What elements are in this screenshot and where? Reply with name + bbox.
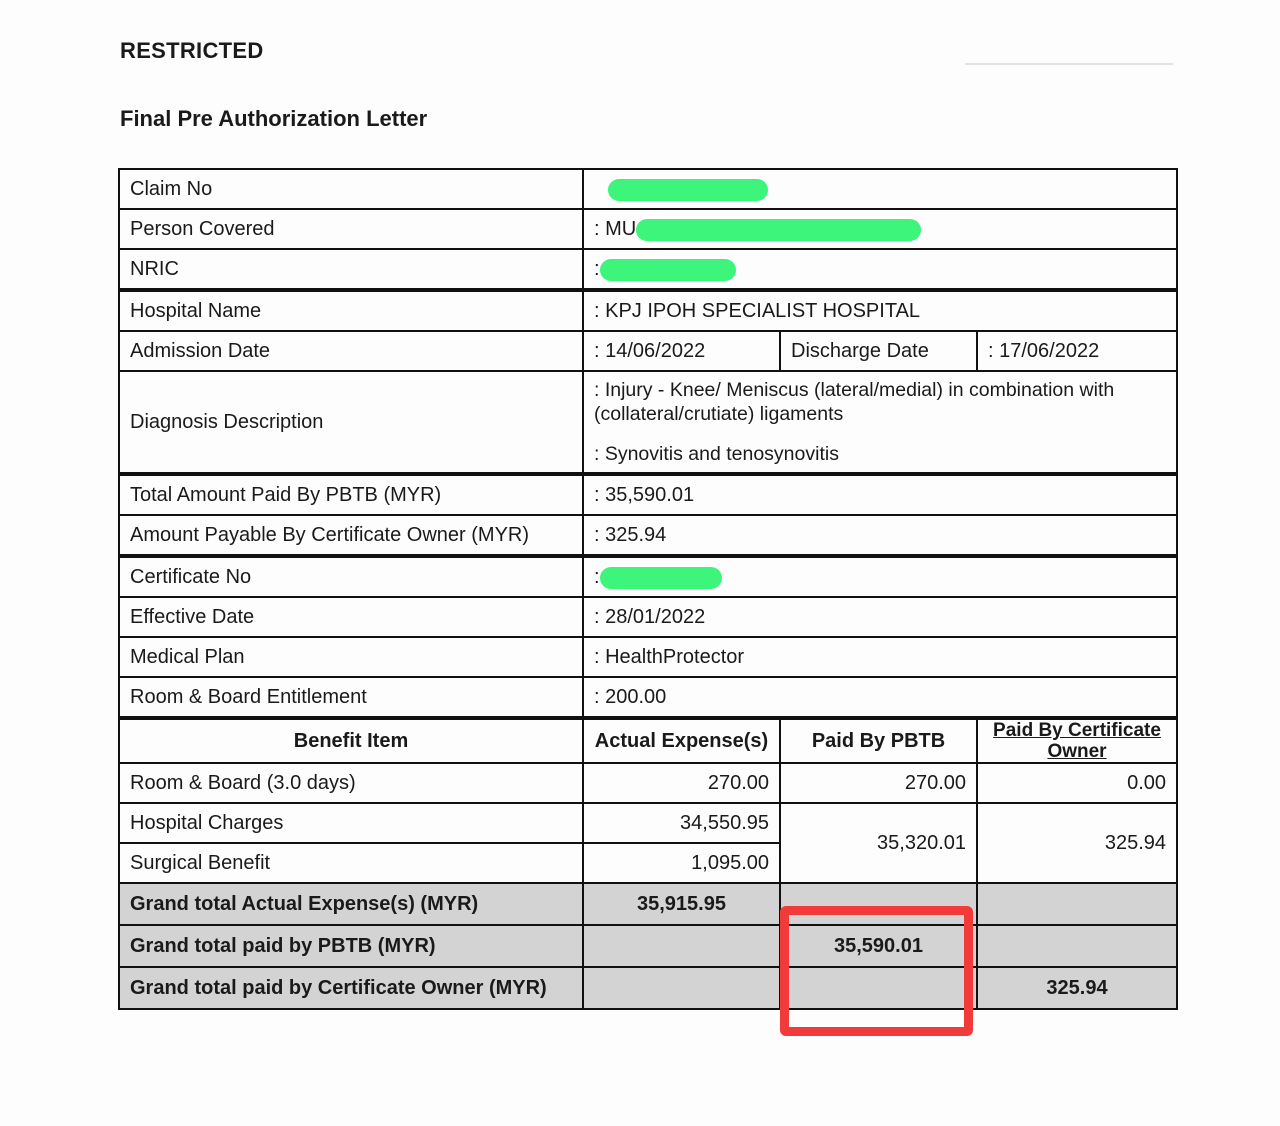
row-person-covered	[119, 209, 1177, 249]
grand-total-owner-row	[119, 967, 1177, 1009]
row-effective-date	[119, 597, 1177, 637]
row-medical-plan	[119, 637, 1177, 677]
row-diagnosis	[119, 371, 1177, 474]
diagnosis-value	[583, 371, 1177, 474]
row-room-board-entitlement	[119, 677, 1177, 718]
header-paid-pbtb: Paid By PBTB	[780, 718, 977, 763]
grand-total-empty-cell	[977, 925, 1177, 967]
grand-total-actual-row	[119, 883, 1177, 925]
medical-plan-value: : HealthProtector	[583, 637, 1177, 677]
benefit-row	[119, 803, 1177, 843]
admission-date-label: Admission Date	[119, 331, 583, 371]
discharge-date-label: Discharge Date	[780, 331, 977, 371]
room-board-entitlement-value: : 200.00	[583, 677, 1177, 718]
grand-total-owner-value: 325.94	[977, 967, 1177, 1009]
claim-no-value	[583, 169, 1177, 209]
row-admission-date	[119, 331, 1177, 371]
row-hospital-name	[119, 290, 1177, 331]
combined-paid-owner: 325.94	[977, 803, 1177, 883]
row-certificate-no	[119, 556, 1177, 597]
redaction-mark	[636, 219, 921, 241]
certificate-no-value: :	[583, 556, 1177, 597]
corner-divider	[965, 63, 1173, 65]
hospital-name-label: Hospital Name	[119, 290, 583, 331]
benefit-item: Surgical Benefit	[119, 843, 583, 883]
amount-payable-owner-label: Amount Payable By Certificate Owner (MYR)	[119, 515, 583, 556]
grand-total-empty-cell	[977, 883, 1177, 925]
diagnosis-line-1: : Injury - Knee/ Meniscus (lateral/medial) in combination with (collateral/crutiate) ligaments	[594, 379, 1115, 425]
admission-date-value: : 14/06/2022	[583, 331, 780, 371]
nric-label: NRIC	[119, 249, 583, 290]
hospital-name-value: : KPJ IPOH SPECIALIST HOSPITAL	[583, 290, 1177, 331]
discharge-date-value: : 17/06/2022	[977, 331, 1177, 371]
row-amount-payable-owner	[119, 515, 1177, 556]
diagnosis-line-2: : Synovitis and tenosynovitis	[594, 443, 839, 465]
benefit-item: Hospital Charges	[119, 803, 583, 843]
grand-total-pbtb-label: Grand total paid by PBTB (MYR)	[119, 925, 583, 967]
grand-total-actual-value: 35,915.95	[583, 883, 780, 925]
room-board-entitlement-label: Room & Board Entitlement	[119, 677, 583, 718]
document-title: Final Pre Authorization Letter	[120, 106, 428, 131]
diagnosis-label: Diagnosis Description	[119, 371, 583, 474]
grand-total-empty-cell	[780, 883, 977, 925]
amount-payable-owner-value: : 325.94	[583, 515, 1177, 556]
benefit-paid-pbtb: 270.00	[780, 763, 977, 803]
classification-label: RESTRICTED	[120, 38, 264, 63]
row-claim-no	[119, 169, 1177, 209]
row-total-paid-pbtb	[119, 474, 1177, 515]
pre-authorization-table	[118, 168, 1178, 1010]
grand-total-empty-cell	[583, 967, 780, 1009]
benefit-header-row	[119, 718, 1177, 763]
nric-value: :	[583, 249, 1177, 290]
header-paid-owner: Paid By Certificate Owner	[977, 718, 1177, 763]
grand-total-pbtb-value: 35,590.01	[780, 925, 977, 967]
medical-plan-label: Medical Plan	[119, 637, 583, 677]
effective-date-value: : 28/01/2022	[583, 597, 1177, 637]
row-nric	[119, 249, 1177, 290]
claim-no-label: Claim No	[119, 169, 583, 209]
header-actual-expense: Actual Expense(s)	[583, 718, 780, 763]
redaction-mark	[608, 179, 768, 201]
effective-date-label: Effective Date	[119, 597, 583, 637]
grand-total-empty-cell	[583, 925, 780, 967]
benefit-paid-owner: 0.00	[977, 763, 1177, 803]
person-covered-label: Person Covered	[119, 209, 583, 249]
header-benefit-item: Benefit Item	[119, 718, 583, 763]
benefit-actual: 1,095.00	[583, 843, 780, 883]
person-covered-value: : MU	[583, 209, 1177, 249]
grand-total-empty-cell	[780, 967, 977, 1009]
grand-total-owner-label: Grand total paid by Certificate Owner (MYR)	[119, 967, 583, 1009]
benefit-actual: 34,550.95	[583, 803, 780, 843]
total-paid-pbtb-label: Total Amount Paid By PBTB (MYR)	[119, 474, 583, 515]
redaction-mark	[600, 567, 722, 589]
combined-paid-pbtb: 35,320.01	[780, 803, 977, 883]
benefit-row	[119, 763, 1177, 803]
certificate-no-label: Certificate No	[119, 556, 583, 597]
grand-total-actual-label: Grand total Actual Expense(s) (MYR)	[119, 883, 583, 925]
redaction-mark	[600, 259, 736, 281]
benefit-actual: 270.00	[583, 763, 780, 803]
benefit-item: Room & Board (3.0 days)	[119, 763, 583, 803]
grand-total-pbtb-row	[119, 925, 1177, 967]
total-paid-pbtb-value: : 35,590.01	[583, 474, 1177, 515]
